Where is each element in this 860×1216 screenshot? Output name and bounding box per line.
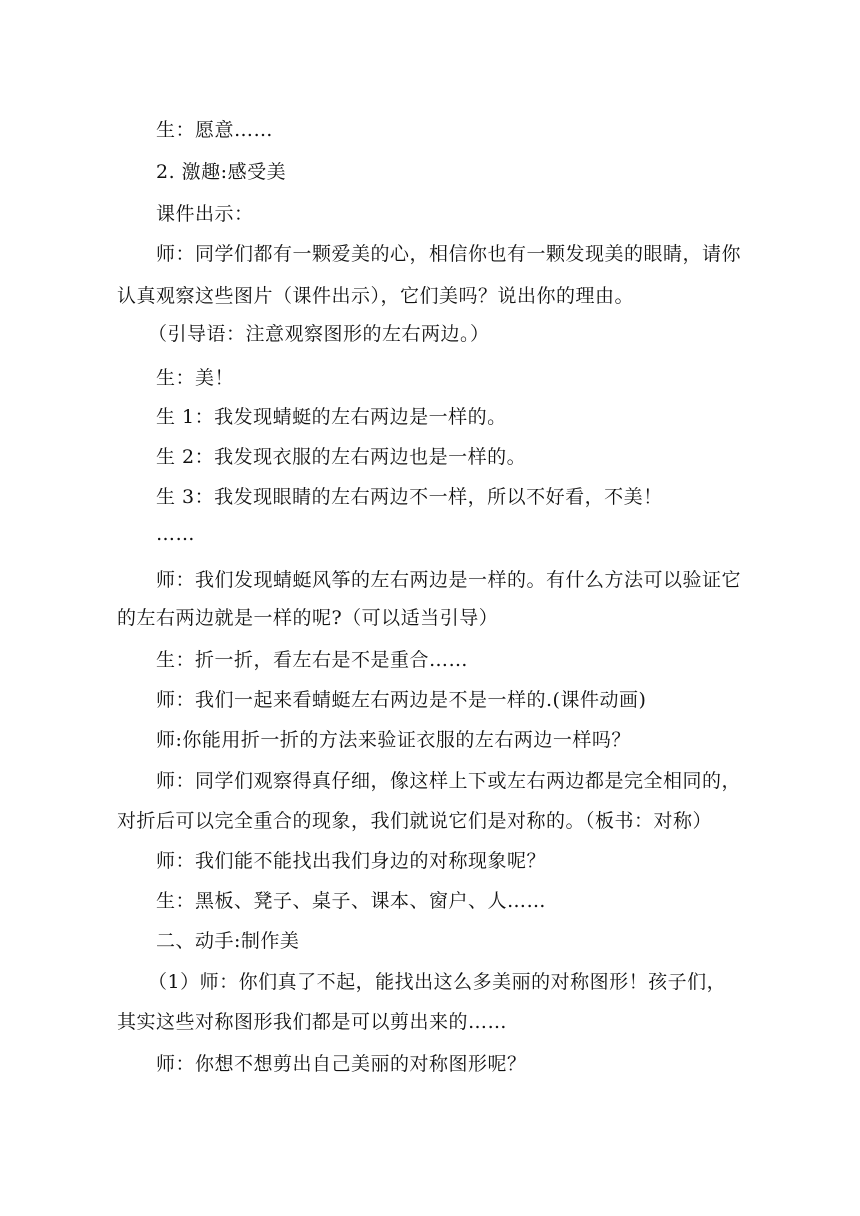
text-line: 课件出示： bbox=[156, 203, 254, 225]
text-line: 师：我们一起来看蜻蜓左右两边是不是一样的.(课件动画) bbox=[156, 689, 647, 711]
paragraph-line: 师：同学们都有一颗爱美的心，相信你也有一颗发现美的眼睛，请你 bbox=[156, 243, 742, 265]
text-line: 生：黑板、凳子、桌子、课本、窗户、人…… bbox=[156, 890, 547, 912]
text-line: 生 3：我发现眼睛的左右两边不一样，所以不好看，不美！ bbox=[156, 486, 663, 508]
text-line: 师：我们能不能找出我们身边的对称现象呢？ bbox=[156, 850, 547, 872]
text-line: …… bbox=[156, 523, 195, 545]
paragraph-line: 的左右两边就是一样的呢?（可以适当引导） bbox=[117, 607, 499, 629]
paragraph-line: 其实这些对称图形我们都是可以剪出来的…… bbox=[117, 1011, 508, 1033]
text-line: 生：美！ bbox=[156, 367, 235, 389]
text-line: 生 1：我发现蜻蜓的左右两边是一样的。 bbox=[156, 406, 507, 428]
text-line: 生 2：我发现衣服的左右两边也是一样的。 bbox=[156, 446, 527, 468]
paragraph-line: 师：我们发现蜻蜓风筝的左右两边是一样的。有什么方法可以验证它 bbox=[156, 569, 742, 591]
text-line: （引导语：注意观察图形的左右两边。） bbox=[148, 323, 490, 345]
text-line: 师：你想不想剪出自己美丽的对称图形呢？ bbox=[156, 1053, 527, 1075]
paragraph-line: 对折后可以完全重合的现象，我们就说它们是对称的。（板书：对称） bbox=[117, 810, 713, 832]
paragraph-line: 师：同学们观察得真仔细，像这样上下或左右两边都是完全相同的， bbox=[156, 770, 742, 792]
text-line: 生：愿意…… bbox=[156, 119, 274, 141]
text-line: 师:你能用折一折的方法来验证衣服的左右两边一样吗？ bbox=[156, 729, 631, 751]
section-heading: 2. 激趣:感受美 bbox=[156, 161, 287, 183]
paragraph-line: （1）师：你们真了不起，能找出这么多美丽的对称图形！孩子们， bbox=[148, 971, 727, 993]
paragraph-line: 认真观察这些图片（课件出示），它们美吗？说出你的理由。 bbox=[117, 285, 635, 307]
section-heading: 二、动手:制作美 bbox=[156, 930, 300, 952]
text-line: 生：折一折，看左右是不是重合…… bbox=[156, 649, 469, 671]
